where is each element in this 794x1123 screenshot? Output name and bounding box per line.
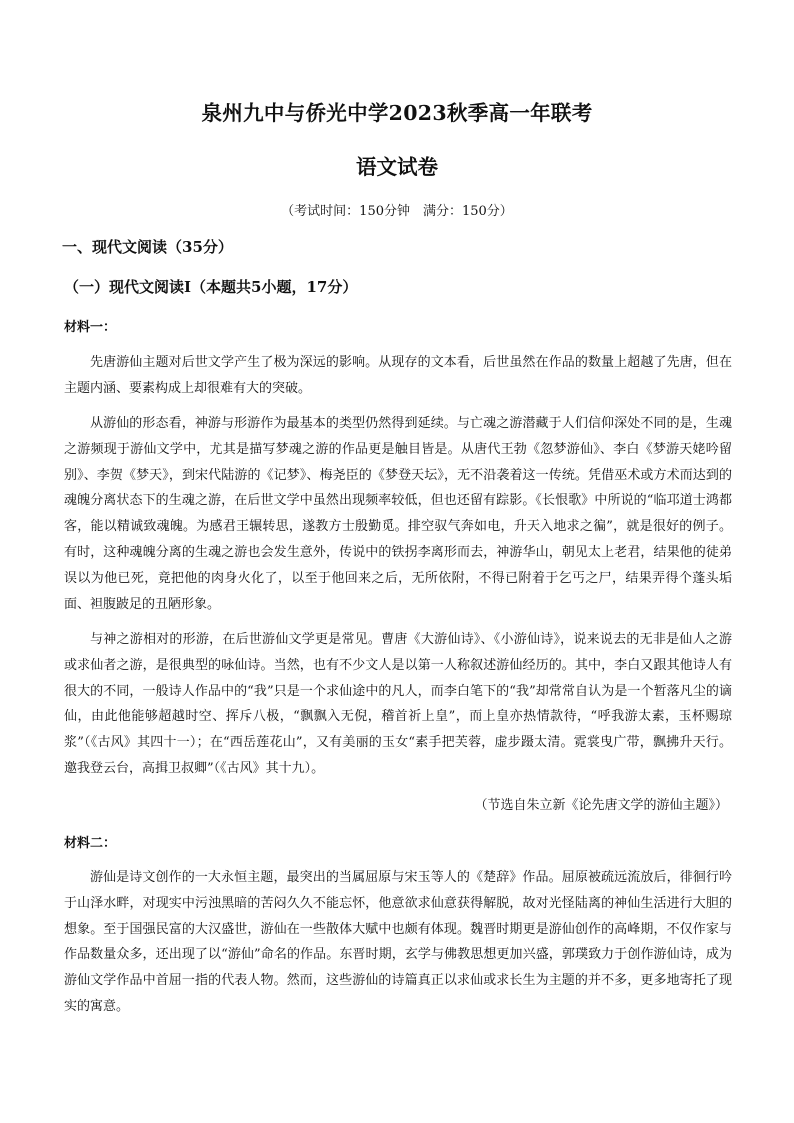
- section-heading: 一、现代文阅读（35分）: [62, 238, 233, 256]
- material-one-paragraph-2: 从游仙的形态看，神游与形游作为最基本的类型仍然得到延续。与亡魂之游潜藏于人们信仰深处不同的是，生魂之游频现于游仙文学中，尤其是描写梦魂之游的作品更是触目皆是。从唐代王勃《忽梦游仙》、李白《梦游天姥吟留别》、李贺《梦天》，到宋代陆游的《记梦》、梅尧臣的《梦登天坛》，无不沿袭着这一传统。凭借巫术或方术而达到的魂魄分离状态下的生魂之游，在后世文学中虽然出现频率较低，但也还留有踪影。《长恨歌》中所说的“临邛道士鸿都客，能以精诚致魂魄。为感君王辗转思，遂教方士殷勤觅。排空驭气奔如电，升天入地求之徧”，就是很好的例子。有时，这种魂魄分离的生魂之游也会发生意外，传说中的铁拐李离形而去，神游华山，朝见太上老君，结果他的徒弟误以为他已死，竟把他的肉身火化了，以至于他回来之后，无所依附，不得已附着于乞丐之尸，结果弄得个蓬头垢面、袒腹跛足的丑陋形象。: [64, 416, 732, 612]
- material-one-paragraph-1: 先唐游仙主题对后世文学产生了极为深远的影响。从现存的文本看，后世虽然在作品的数量上超越了先唐，但在主题内涵、要素构成上却很难有大的突破。: [64, 355, 732, 396]
- exam-info: （考试时间：150分钟 满分：150分）: [281, 204, 513, 219]
- section-subheading: （一）现代文阅读Ⅰ（本题共5小题，17分）: [64, 278, 358, 296]
- material-one-paragraph-3: 与神之游相对的形游，在后世游仙文学更是常见。曹唐《大游仙诗》、《小游仙诗》，说来说去的无非是仙人之游或求仙者之游，是很典型的咏仙诗。当然，也有不少文人是以第一人称叙述游仙经历的。其中，李白又跟其他诗人有很大的不同，一般诗人作品中的“我”只是一个求仙途中的凡人，而李白笔下的“我”却常常自认为是一个暂落凡尘的谪仙，由此他能够超越时空、挥斥八极，“飘飘入无倪，稽首祈上皇”，而上皇亦热情款待，“呼我游太素，玉杯赐琼浆”（《古风》其四十一）；在“西岳莲花山”，又有美丽的玉女“素手把芙蓉，虚步蹑太清。霓裳曳广带，飘拂升天行。邀我登云台，高揖卫叔卿”（《古风》其十九）。: [64, 632, 732, 776]
- material-one-source: （节选自朱立新《论先唐文学的游仙主题》）: [474, 798, 728, 813]
- material-two-label: 材料二：: [64, 836, 117, 851]
- exam-title: 泉州九中与侨光中学2023秋季高一年联考: [201, 101, 593, 125]
- material-two-paragraph-1: 游仙是诗文创作的一大永恒主题，最突出的当属屈原与宋玉等人的《楚辞》作品。屈原被疏远流放后，徘徊行吟于山泽水畔，对现实中污浊黑暗的苦闷久久不能忘怀，他意欲求仙意获得解脱，故对光怪陆离的神仙生活进行大胆的想象。至于国强民富的大汉盛世，游仙在一些散体大赋中也颇有体现。魏晋时期更是游仙创作的高峰期，不仅作家与作品数量众多，还出现了以“游仙”命名的作品。东晋时期，玄学与佛教思想更加兴盛，郭璞致力于创作游仙诗，成为游仙文学作品中首屈一指的代表人物。然而，这些游仙的诗篇真正以求仙或求长生为主题的并不多，更多地寄托了现实的寓意。: [64, 870, 732, 1014]
- exam-subtitle: 语文试卷: [356, 155, 438, 179]
- material-one-label: 材料一：: [64, 320, 117, 335]
